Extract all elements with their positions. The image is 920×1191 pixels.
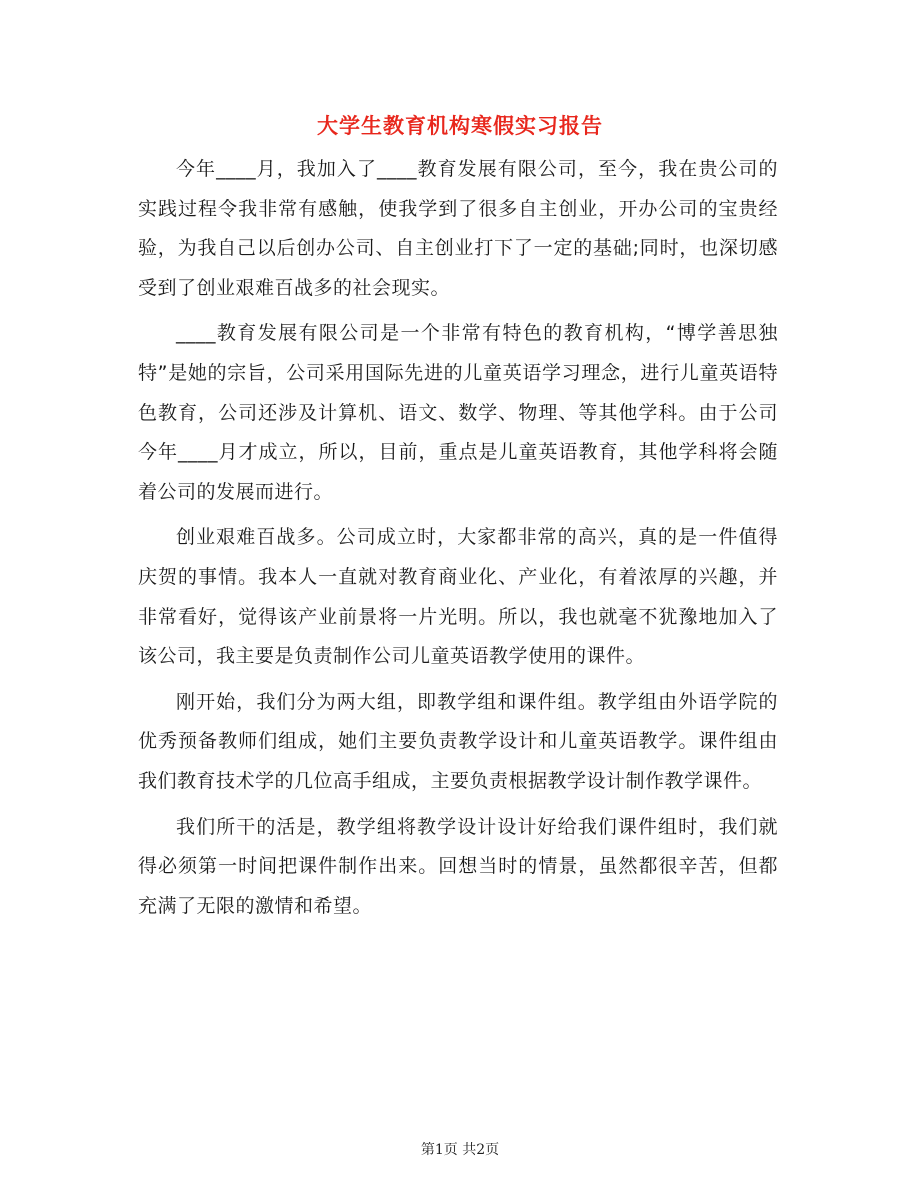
paragraph-5: 我们所干的活是，教学组将教学设计设计好给我们课件组时，我们就得必须第一时间把课件制作出来。回想当时的情景，虽然都很辛苦，但都充满了无限的激情和希望。	[138, 815, 778, 917]
page-number: 第1页 共2页	[420, 1142, 500, 1158]
paragraph-3: 创业艰难百战多。公司成立时，大家都非常的高兴，真的是一件值得庆贺的事情。我本人一直就对教育商业化、产业化，有着浓厚的兴趣，并非常看好，觉得该产业前景将一片光明。所以，我也就毫不犹豫地加入了该公司，我主要是负责制作公司儿童英语教学使用的课件。	[138, 526, 778, 668]
document-title: 大学生教育机构寒假实习报告	[317, 114, 603, 138]
paragraph-4: 刚开始，我们分为两大组，即教学组和课件组。教学组由外语学院的优秀预备教师们组成，她们主要负责教学设计和儿童英语教学。课件组由我们教育技术学的几位高手组成，主要负责根据教学设计制作教学课件。	[138, 690, 778, 792]
paragraph-2: ____教育发展有限公司是一个非常有特色的教育机构，“博学善思独特”是她的宗旨，公司采用国际先进的儿童英语学习理念，进行儿童英语特色教育，公司还涉及计算机、语文、数学、物理、等其他学科。由于公司今年____月才成立，所以，目前，重点是儿童英语教育，其他学科将会随着公司的发展而进行。	[138, 322, 778, 503]
document-body	[138, 150, 778, 926]
paragraph-1: 今年____月，我加入了____教育发展有限公司，至今，我在贵公司的实践过程令我非常有感触，使我学到了很多自主创业，开办公司的宝贵经验，为我自己以后创办公司、自主创业打下了一定的基础;同时，也深切感受到了创业艰难百战多的社会现实。	[138, 158, 778, 299]
